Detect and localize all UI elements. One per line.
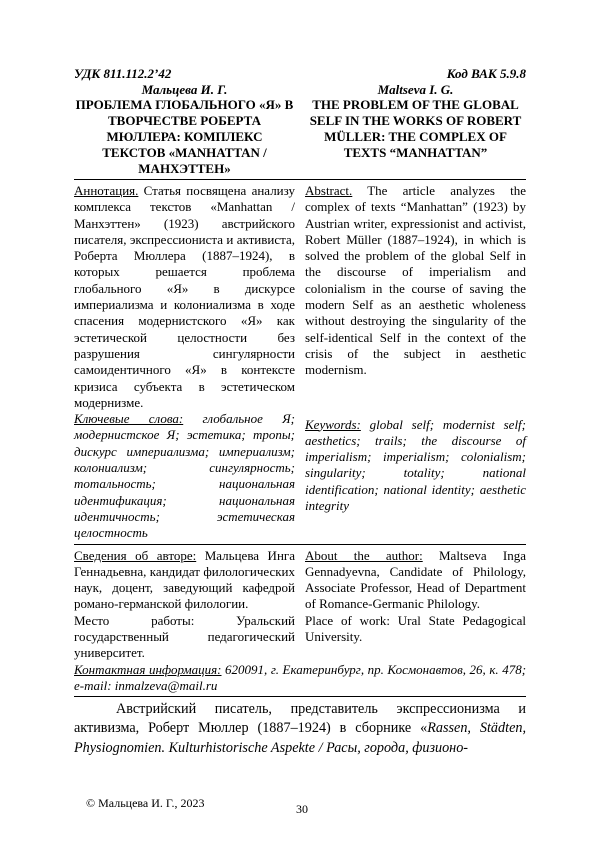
en-keywords-label: Keywords: [305, 416, 361, 432]
body-text-italic: Rassen, Städten, Physiognomien. Kulturhistorische Aspekte / Расы, города, физионо- [74, 720, 527, 756]
en-keywords-text: global self; modernist self; aesthetics; trails; the discourse of imperialism; imperialism; colonialism; singularity; totality; national identification; national identity; aesthetic integrity [305, 416, 526, 514]
bilingual-header [74, 81, 526, 177]
ru-abstract-column [74, 183, 295, 542]
header-row [74, 66, 526, 81]
en-keywords [305, 417, 526, 515]
en-author: Maltseva I. G. [377, 82, 454, 97]
divider-middle [74, 544, 526, 545]
ru-abstract [74, 183, 295, 411]
ru-work-place: Место работы: Уральский государственный педагогический университет. [74, 612, 295, 661]
en-abstract-column [305, 183, 526, 542]
ru-keywords-label: Ключевые слова: [74, 411, 184, 427]
ru-about [74, 548, 295, 613]
ru-keywords [74, 411, 295, 541]
author-info-section [74, 548, 526, 662]
ru-abstract-text: Статья посвящена анализу комплекса текстов «Manhattan / Манхэттен» (1923) австрийского писателя, экспрессиониста и активиста, Роберта Мюллера (1887–1924), в которых решается проблема глобального «Я» в дискурсе империализма и колониализма в ходе спасения модернистского «Я» как эстетической целостности без разрушения сингулярности самоидентичного «Я» в контексте кризиса субъекта в эстетическом модернизме. [74, 183, 295, 410]
contact-label: Контактная информация: [74, 661, 222, 677]
page-number: 30 [296, 802, 308, 816]
en-about-text: Maltseva Inga Gennadyevna, Candidate of Philology, Associate Professor, Head of Department of Romance-Germanic Philology. [305, 547, 526, 612]
abstract-keywords-section [74, 183, 526, 542]
en-abstract-text: The article analyzes the complex of texts “Manhattan” (1923) by Austrian writer, expressionist and activist, Robert Müller (1887–1924), in which is solved the problem of the global Self in the discourse of imperialism and colonialism in the course of saving the modern Self as an aesthetic wholeness without destroying the singularity of the self-identical Self in the context of the crisis of the subject in aesthetic modernism. [305, 183, 526, 378]
divider-top [74, 179, 526, 180]
en-author-info-column [305, 548, 526, 662]
vak-code: Код ВАК 5.9.8 [446, 66, 526, 81]
udk-code: УДК 811.112.2’42 [74, 66, 172, 81]
ru-about-label: Сведения об авторе: [74, 547, 197, 563]
ru-column-header [74, 81, 295, 177]
article-page [74, 66, 526, 758]
body-text-regular: Австрийский писатель, представитель экспрессионизма и активизма, Роберт Мюллер (1887–1924) в сборнике « [74, 700, 526, 737]
en-abstract-label: Abstract. [305, 183, 353, 198]
divider-bottom [74, 696, 526, 697]
contact-info [74, 662, 526, 694]
ru-abstract-label: Аннотация. [74, 183, 139, 198]
en-about [305, 548, 526, 613]
copyright-notice: © Мальцева И. Г., 2023 [86, 796, 205, 810]
ru-keywords-text: глобальное Я; модернистское Я; эстетика; тропы; дискурс империализма; империализм; колониализм; сингулярность; тотальность; национальная идентификация; национальная идентичность; эстетическая целостность [74, 411, 295, 541]
ru-title: ПРОБЛЕМА ГЛОБАЛЬНОГО «Я» В ТВОРЧЕСТВЕ РОБЕРТА МЮЛЛЕРА: КОМПЛЕКС ТЕКСТОВ «MANHATTAN / МАНХЭТТЕН» [75, 97, 294, 176]
en-work-place: Place of work: Ural State Pedagogical University. [305, 612, 526, 645]
contact-text: 620091, г. Екатеринбург, пр. Космонавтов, 26, к. 478; e-mail: inmalzeva@mail.ru [74, 661, 527, 693]
en-abstract [305, 183, 526, 379]
body-paragraph [74, 700, 526, 759]
en-title: THE PROBLEM OF THE GLOBAL SELF IN THE WORKS OF ROBERT MÜLLER: THE COMPLEX OF TEXTS “MANHATTAN” [309, 97, 522, 160]
ru-author: Мальцева И. Г. [141, 82, 228, 97]
ru-author-info-column [74, 548, 295, 662]
en-column-header [305, 81, 526, 177]
en-about-label: About the author: [305, 547, 423, 563]
ru-about-text: Мальцева Инга Геннадьевна, кандидат филологических наук, доцент, заведующий кафедрой романо-германской филологии. [74, 547, 296, 612]
